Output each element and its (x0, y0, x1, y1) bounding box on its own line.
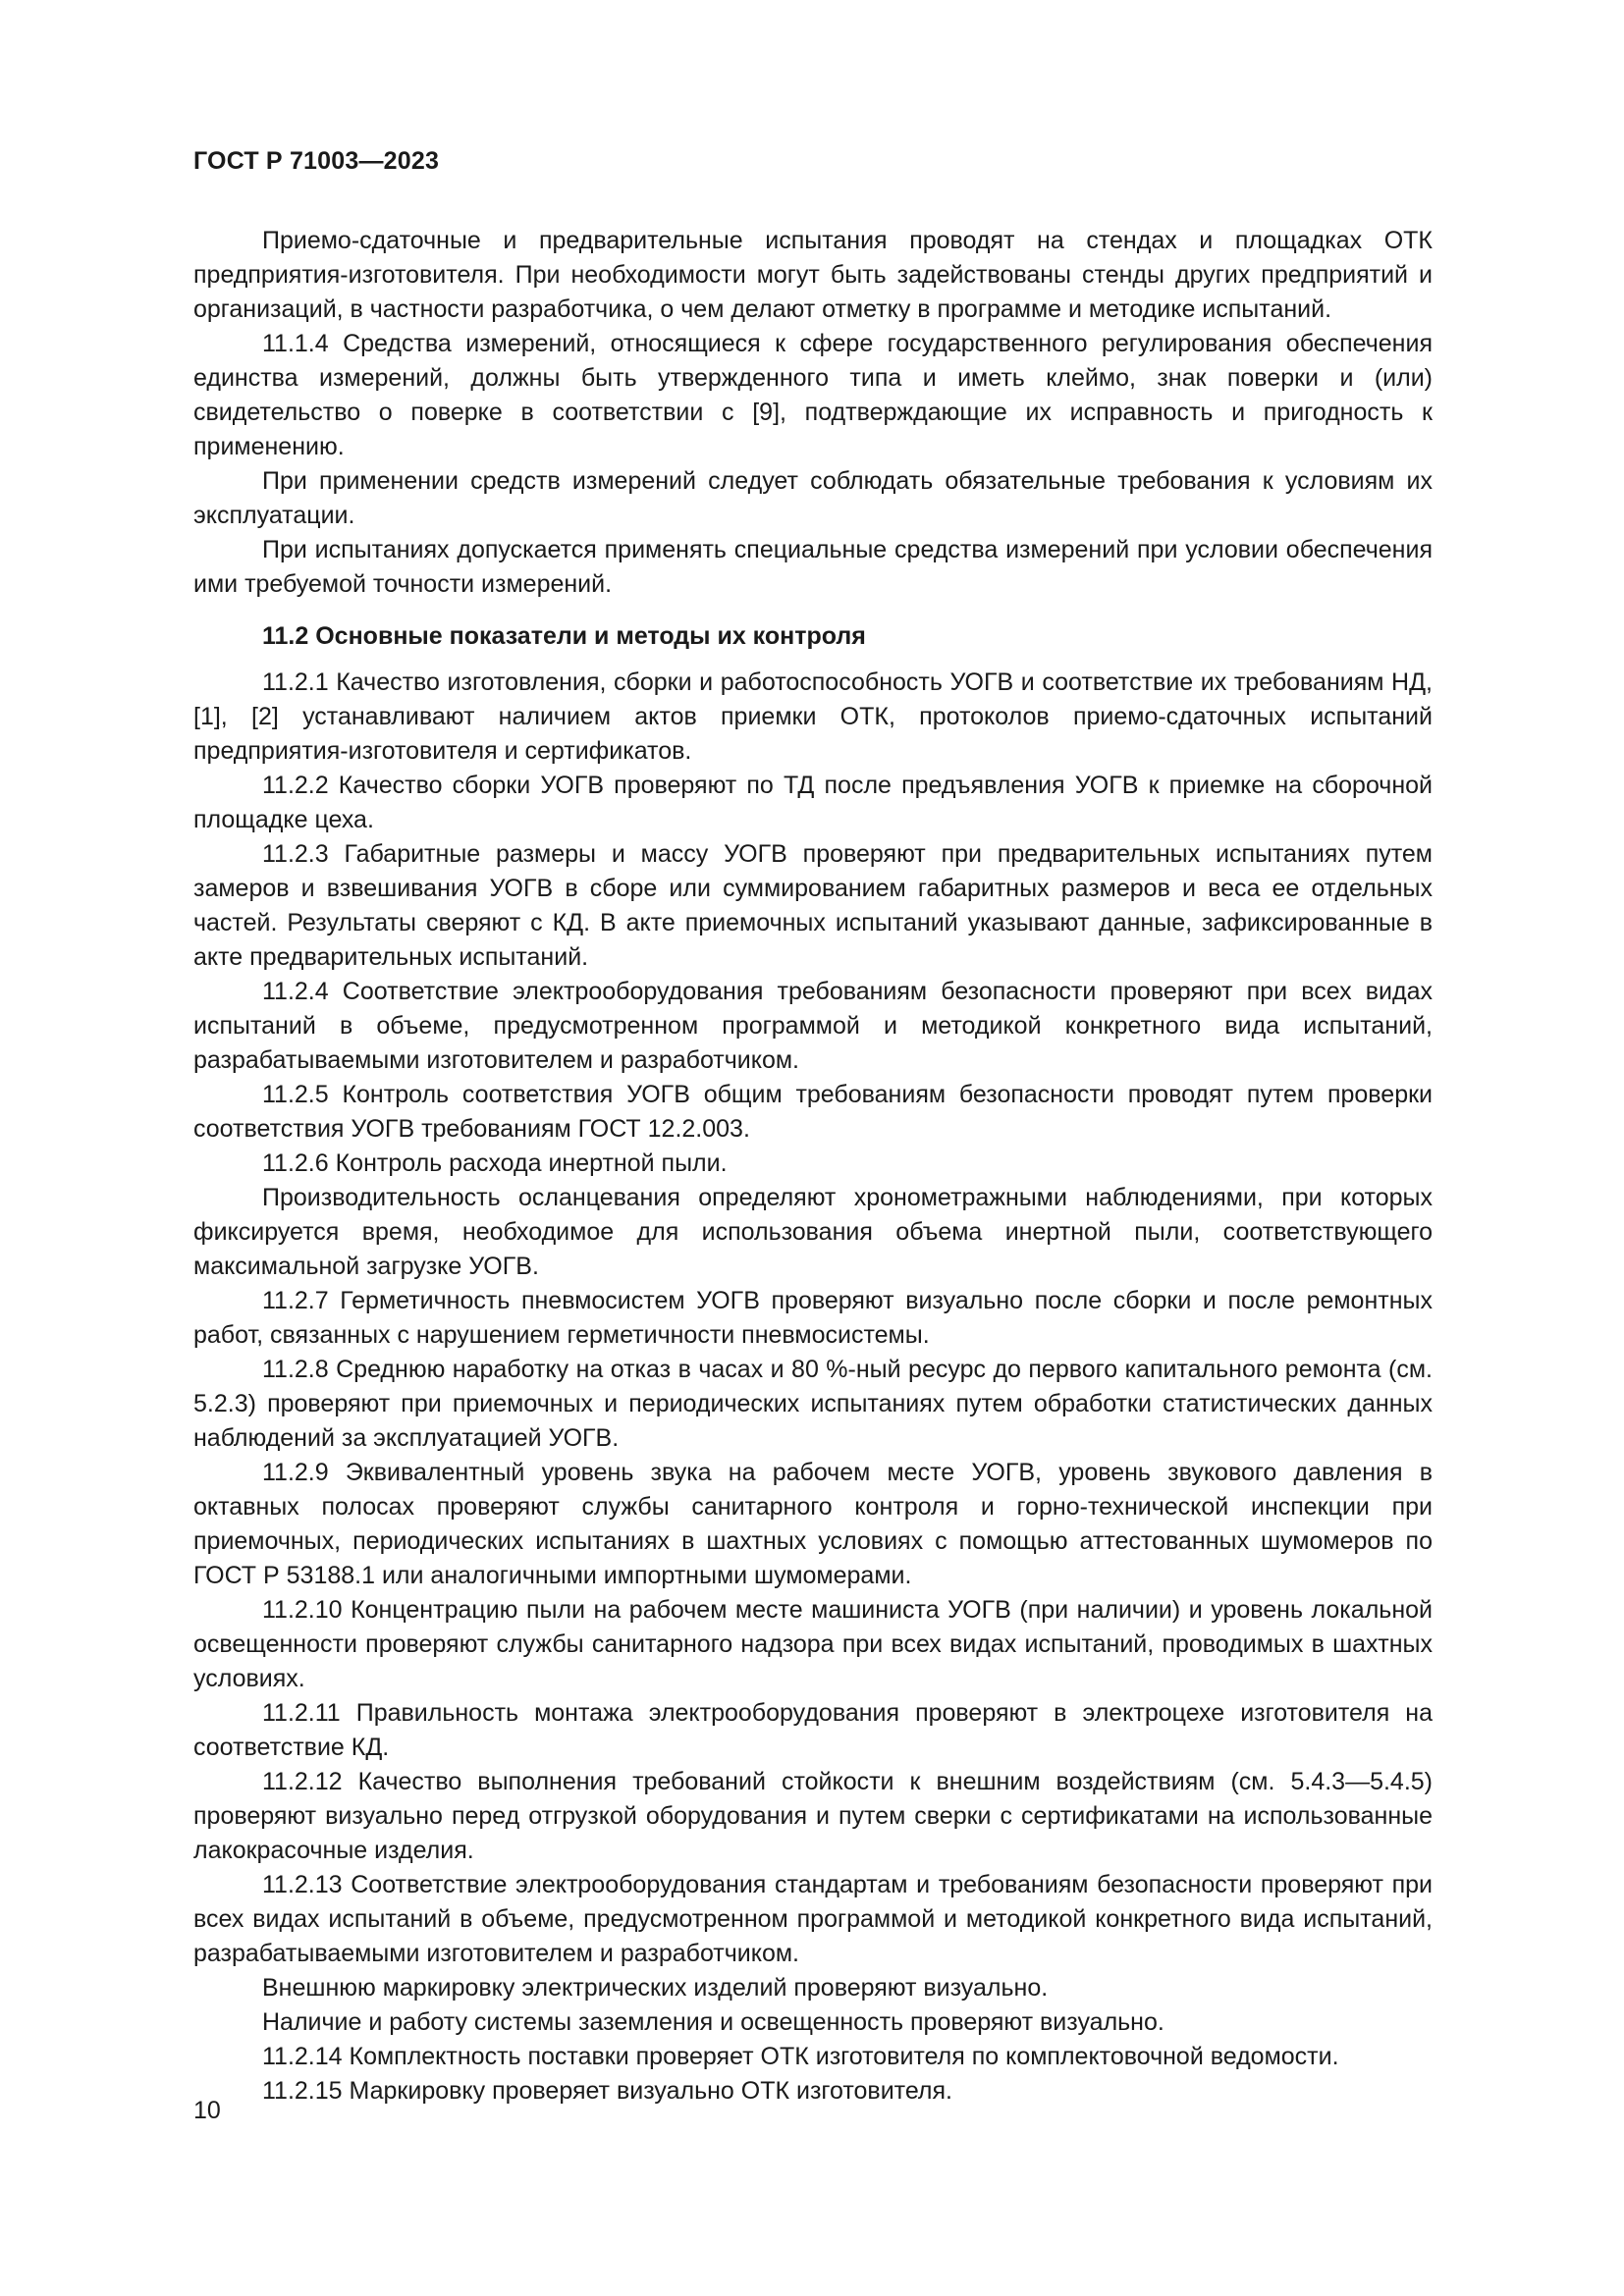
paragraph-special-instruments: При испытаниях допускается применять специальные средства измерений при условии обеспечения ими требуемой точности измерений. (193, 536, 1433, 598)
document-page (193, 0, 1433, 2296)
paragraph-11-2-7: 11.2.7 Герметичность пневмосистем УОГВ проверяют визуально после сборки и после ремонтных работ, связанных с нарушением герметичности пневмосистемы. (193, 1287, 1433, 1349)
paragraph-11-2-2: 11.2.2 Качество сборки УОГВ проверяют по ТД после предъявления УОГВ к приемке на сборочной площадке цеха. (193, 772, 1433, 833)
document-body (193, 224, 1433, 2109)
paragraph-11-2-10: 11.2.10 Концентрацию пыли на рабочем месте машиниста УОГВ (при наличии) и уровень локальной освещенности проверяют службы санитарного надзора при всех видах испытаний, проводимых в шахтных условиях. (193, 1596, 1433, 1692)
page-number: 10 (193, 2097, 221, 2124)
paragraph-11-2-14: 11.2.14 Комплектность поставки проверяет ОТК изготовителя по комплектовочной ведомости. (262, 2043, 1339, 2070)
paragraph-11-1-4: 11.1.4 Средства измерений, относящиеся к сфере государственного регулирования обеспечения единства измерений, должны быть утвержденного типа и иметь клеймо, знак поверки и (или) свидетельство о поверке в соответствии с [9], подтверждающие их исправность и пригодность к применению. (193, 330, 1433, 460)
paragraph-measuring-conditions: При применении средств измерений следует соблюдать обязательные требования к условиям их эксплуатации. (193, 467, 1433, 529)
paragraph-grounding: Наличие и работу системы заземления и освещенность проверяют визуально. (262, 2008, 1164, 2036)
paragraph-11-2-11: 11.2.11 Правильность монтажа электрооборудования проверяют в электроцехе изготовителя на соответствие КД. (193, 1699, 1433, 1761)
paragraph-11-2-1: 11.2.1 Качество изготовления, сборки и работоспособность УОГВ и соответствие их требованиям НД, [1], [2] устанавливают наличием актов приемки ОТК, протоколов приемо-сдаточных испытаний предприятия-изготовителя и сертификатов. (193, 668, 1433, 765)
paragraph-11-2-3: 11.2.3 Габаритные размеры и массу УОГВ проверяют при предварительных испытаниях путем замеров и взвешивания УОГВ в сборе или суммированием габаритных размеров и веса ее отдельных частей. Результаты сверяют с КД. В акте приемочных испытаний указывают данные, зафиксированные в акте предварительных испытаний. (193, 840, 1433, 971)
paragraph-11-2-13: 11.2.13 Соответствие электрооборудования стандартам и требованиям безопасности проверяют при всех видах испытаний в объеме, предусмотренном программой и методикой конкретного вида испытаний, разрабатываемыми изготовителем и разработчиком. (193, 1871, 1433, 1967)
paragraph-11-2-5: 11.2.5 Контроль соответствия УОГВ общим требованиям безопасности проводят путем проверки соответствия УОГВ требованиям ГОСТ 12.2.003. (193, 1081, 1433, 1143)
paragraph-11-2-8: 11.2.8 Среднюю наработку на отказ в часах и 80 %-ный ресурс до первого капитального ремонта (см. 5.2.3) проверяют при приемочных и периодических испытаниях путем обработки статистических данных наблюдений за эксплуатацией УОГВ. (193, 1356, 1433, 1452)
paragraph-11-2-15: 11.2.15 Маркировку проверяет визуально ОТК изготовителя. (262, 2077, 952, 2105)
paragraph-11-2-9: 11.2.9 Эквивалентный уровень звука на рабочем месте УОГВ, уровень звукового давления в октавных полосах проверяют службы санитарного контроля и горно-технической инспекции при приемочных, периодических испытаниях в шахтных условиях с помощью аттестованных шумомеров по ГОСТ Р 53188.1 или аналогичными импортными шумомерами. (193, 1459, 1433, 1589)
document-header: ГОСТ Р 71003—2023 (193, 147, 440, 175)
paragraph-11-2-12: 11.2.12 Качество выполнения требований стойкости к внешним воздействиям (см. 5.4.3—5.4.5) проверяют визуально перед отгрузкой оборудования и путем сверки с сертификатами на использованные лакокрасочные изделия. (193, 1768, 1433, 1864)
paragraph-external-marking: Внешнюю маркировку электрических изделий проверяют визуально. (262, 1974, 1049, 2002)
paragraph-acceptance-tests: Приемо-сдаточные и предварительные испытания проводят на стендах и площадках ОТК предприятия-изготовителя. При необходимости могут быть задействованы стенды других предприятий и организаций, в частности разработчика, о чем делают отметку в программе и методике испытаний. (193, 227, 1433, 323)
paragraph-dusting-performance: Производительность осланцевания определяют хронометражными наблюдениями, при которых фиксируется время, необходимое для использования объема инертной пыли, соответствующего максимальной загрузке УОГВ. (193, 1184, 1433, 1280)
section-title-11-2: 11.2 Основные показатели и методы их контроля (262, 622, 866, 650)
paragraph-11-2-4: 11.2.4 Соответствие электрооборудования требованиям безопасности проверяют при всех видах испытаний в объеме, предусмотренном программой и методикой конкретного вида испытаний, разрабатываемыми изготовителем и разработчиком. (193, 978, 1433, 1074)
paragraph-11-2-6: 11.2.6 Контроль расхода инертной пыли. (262, 1149, 728, 1177)
